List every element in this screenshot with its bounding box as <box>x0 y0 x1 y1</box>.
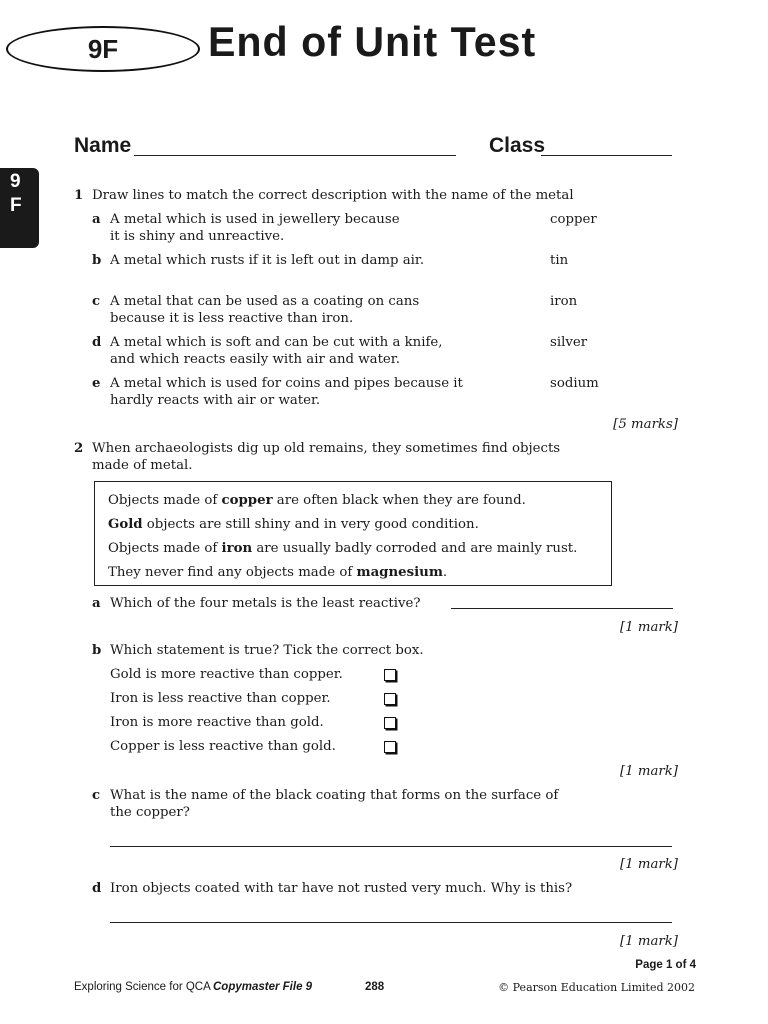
q1e-text-line2: hardly reacts with air or water. <box>110 393 321 408</box>
evidence-line-iron <box>108 537 611 561</box>
q1-prompt: Draw lines to match the correct description with the name of the metal <box>92 188 574 203</box>
q1a-text-line2: it is shiny and unreactive. <box>110 229 285 244</box>
metal-name-magnesium: magnesium <box>356 565 443 580</box>
metal-option-iron[interactable]: iron <box>550 294 578 309</box>
metal-name-iron: iron <box>221 541 253 556</box>
q1b-letter: b <box>92 253 102 268</box>
q1-marks: [5 marks] <box>613 417 678 432</box>
q2a-answer-line[interactable] <box>451 608 673 609</box>
q2b-option-1-checkbox[interactable] <box>384 669 396 681</box>
metal-name-copper: copper <box>221 493 273 508</box>
side-tab <box>0 168 39 248</box>
class-label: Class <box>489 134 546 157</box>
page-title: End of Unit Test <box>208 18 537 65</box>
q2a-text: Which of the four metals is the least reactive? <box>110 596 421 611</box>
evidence-text: Objects made of <box>108 493 222 508</box>
side-tab-number: 9 <box>10 171 21 192</box>
evidence-text: . <box>442 565 448 580</box>
q2a-marks: [1 mark] <box>619 620 678 635</box>
q1d-text-line1: A metal which is soft and can be cut with a knife, <box>110 335 443 350</box>
q2a-letter: a <box>92 596 101 611</box>
q1e-text-line1: A metal which is used for coins and pipes because it <box>110 376 463 391</box>
q2-intro-line2: made of metal. <box>92 458 193 473</box>
metal-option-copper[interactable]: copper <box>550 212 597 227</box>
q2c-text-line2: the copper? <box>110 805 190 820</box>
page-indicator: Page 1 of 4 <box>635 959 696 971</box>
q2-intro-line1: When archaeologists dig up old remains, they sometimes find objects <box>92 441 561 456</box>
evidence-box <box>94 481 612 586</box>
q2d-answer-line[interactable] <box>110 922 672 923</box>
q1-number: 1 <box>74 188 84 203</box>
evidence-text: They never find any objects made of <box>108 565 357 580</box>
unit-badge <box>6 26 200 72</box>
side-tab-letter: F <box>10 195 22 216</box>
evidence-text: Objects made of <box>108 541 222 556</box>
q2-number: 2 <box>74 441 84 456</box>
footer-copyright: © Pearson Education Limited 2002 <box>498 981 695 994</box>
q2b-letter: b <box>92 643 102 658</box>
metal-option-sodium[interactable]: sodium <box>550 376 599 391</box>
evidence-line-magnesium <box>108 561 611 585</box>
metal-option-tin[interactable]: tin <box>550 253 569 268</box>
footer-page-number: 288 <box>365 981 385 993</box>
q2b-option-3-checkbox[interactable] <box>384 717 396 729</box>
q2c-answer-line[interactable] <box>110 846 672 847</box>
metal-option-silver[interactable]: silver <box>550 335 588 350</box>
q2c-letter: c <box>92 788 101 803</box>
q2b-option-2: Iron is less reactive than copper. <box>110 691 331 706</box>
q1a-text-line1: A metal which is used in jewellery because <box>110 212 400 227</box>
q2d-text: Iron objects coated with tar have not rusted very much. Why is this? <box>110 881 573 896</box>
q2b-text: Which statement is true? Tick the correct box. <box>110 643 424 658</box>
evidence-text: objects are still shiny and in very good condition. <box>142 517 479 532</box>
class-field[interactable] <box>541 155 672 156</box>
q2b-option-2-checkbox[interactable] <box>384 693 396 705</box>
q2d-marks: [1 mark] <box>619 934 678 949</box>
q1e-letter: e <box>92 376 101 391</box>
q2b-marks: [1 mark] <box>619 764 678 779</box>
q1d-letter: d <box>92 335 102 350</box>
name-field[interactable] <box>134 155 456 156</box>
q2b-option-4: Copper is less reactive than gold. <box>110 739 336 754</box>
evidence-text: are often black when they are found. <box>272 493 526 508</box>
footer-series: Exploring Science for QCA <box>74 981 211 993</box>
q2b-option-3: Iron is more reactive than gold. <box>110 715 324 730</box>
q2d-letter: d <box>92 881 102 896</box>
q1d-text-line2: and which reacts easily with air and water. <box>110 352 400 367</box>
q2c-marks: [1 mark] <box>619 857 678 872</box>
evidence-line-gold <box>108 513 611 537</box>
evidence-text: are usually badly corroded and are mainly rust. <box>252 541 578 556</box>
footer-file: Copymaster File 9 <box>213 981 313 993</box>
name-label: Name <box>74 134 132 157</box>
evidence-line-copper <box>108 489 611 513</box>
q1a-letter: a <box>92 212 101 227</box>
q1b-text-line1: A metal which rusts if it is left out in damp air. <box>110 253 425 268</box>
unit-badge-label: 9F <box>87 33 119 64</box>
q2b-option-1: Gold is more reactive than copper. <box>110 667 343 682</box>
q1c-letter: c <box>92 294 101 309</box>
q2c-text-line1: What is the name of the black coating that forms on the surface of <box>110 788 559 803</box>
metal-name-gold: Gold <box>108 517 143 532</box>
q1c-text-line1: A metal that can be used as a coating on cans <box>110 294 420 309</box>
q1c-text-line2: because it is less reactive than iron. <box>110 311 354 326</box>
q2b-option-4-checkbox[interactable] <box>384 741 396 753</box>
